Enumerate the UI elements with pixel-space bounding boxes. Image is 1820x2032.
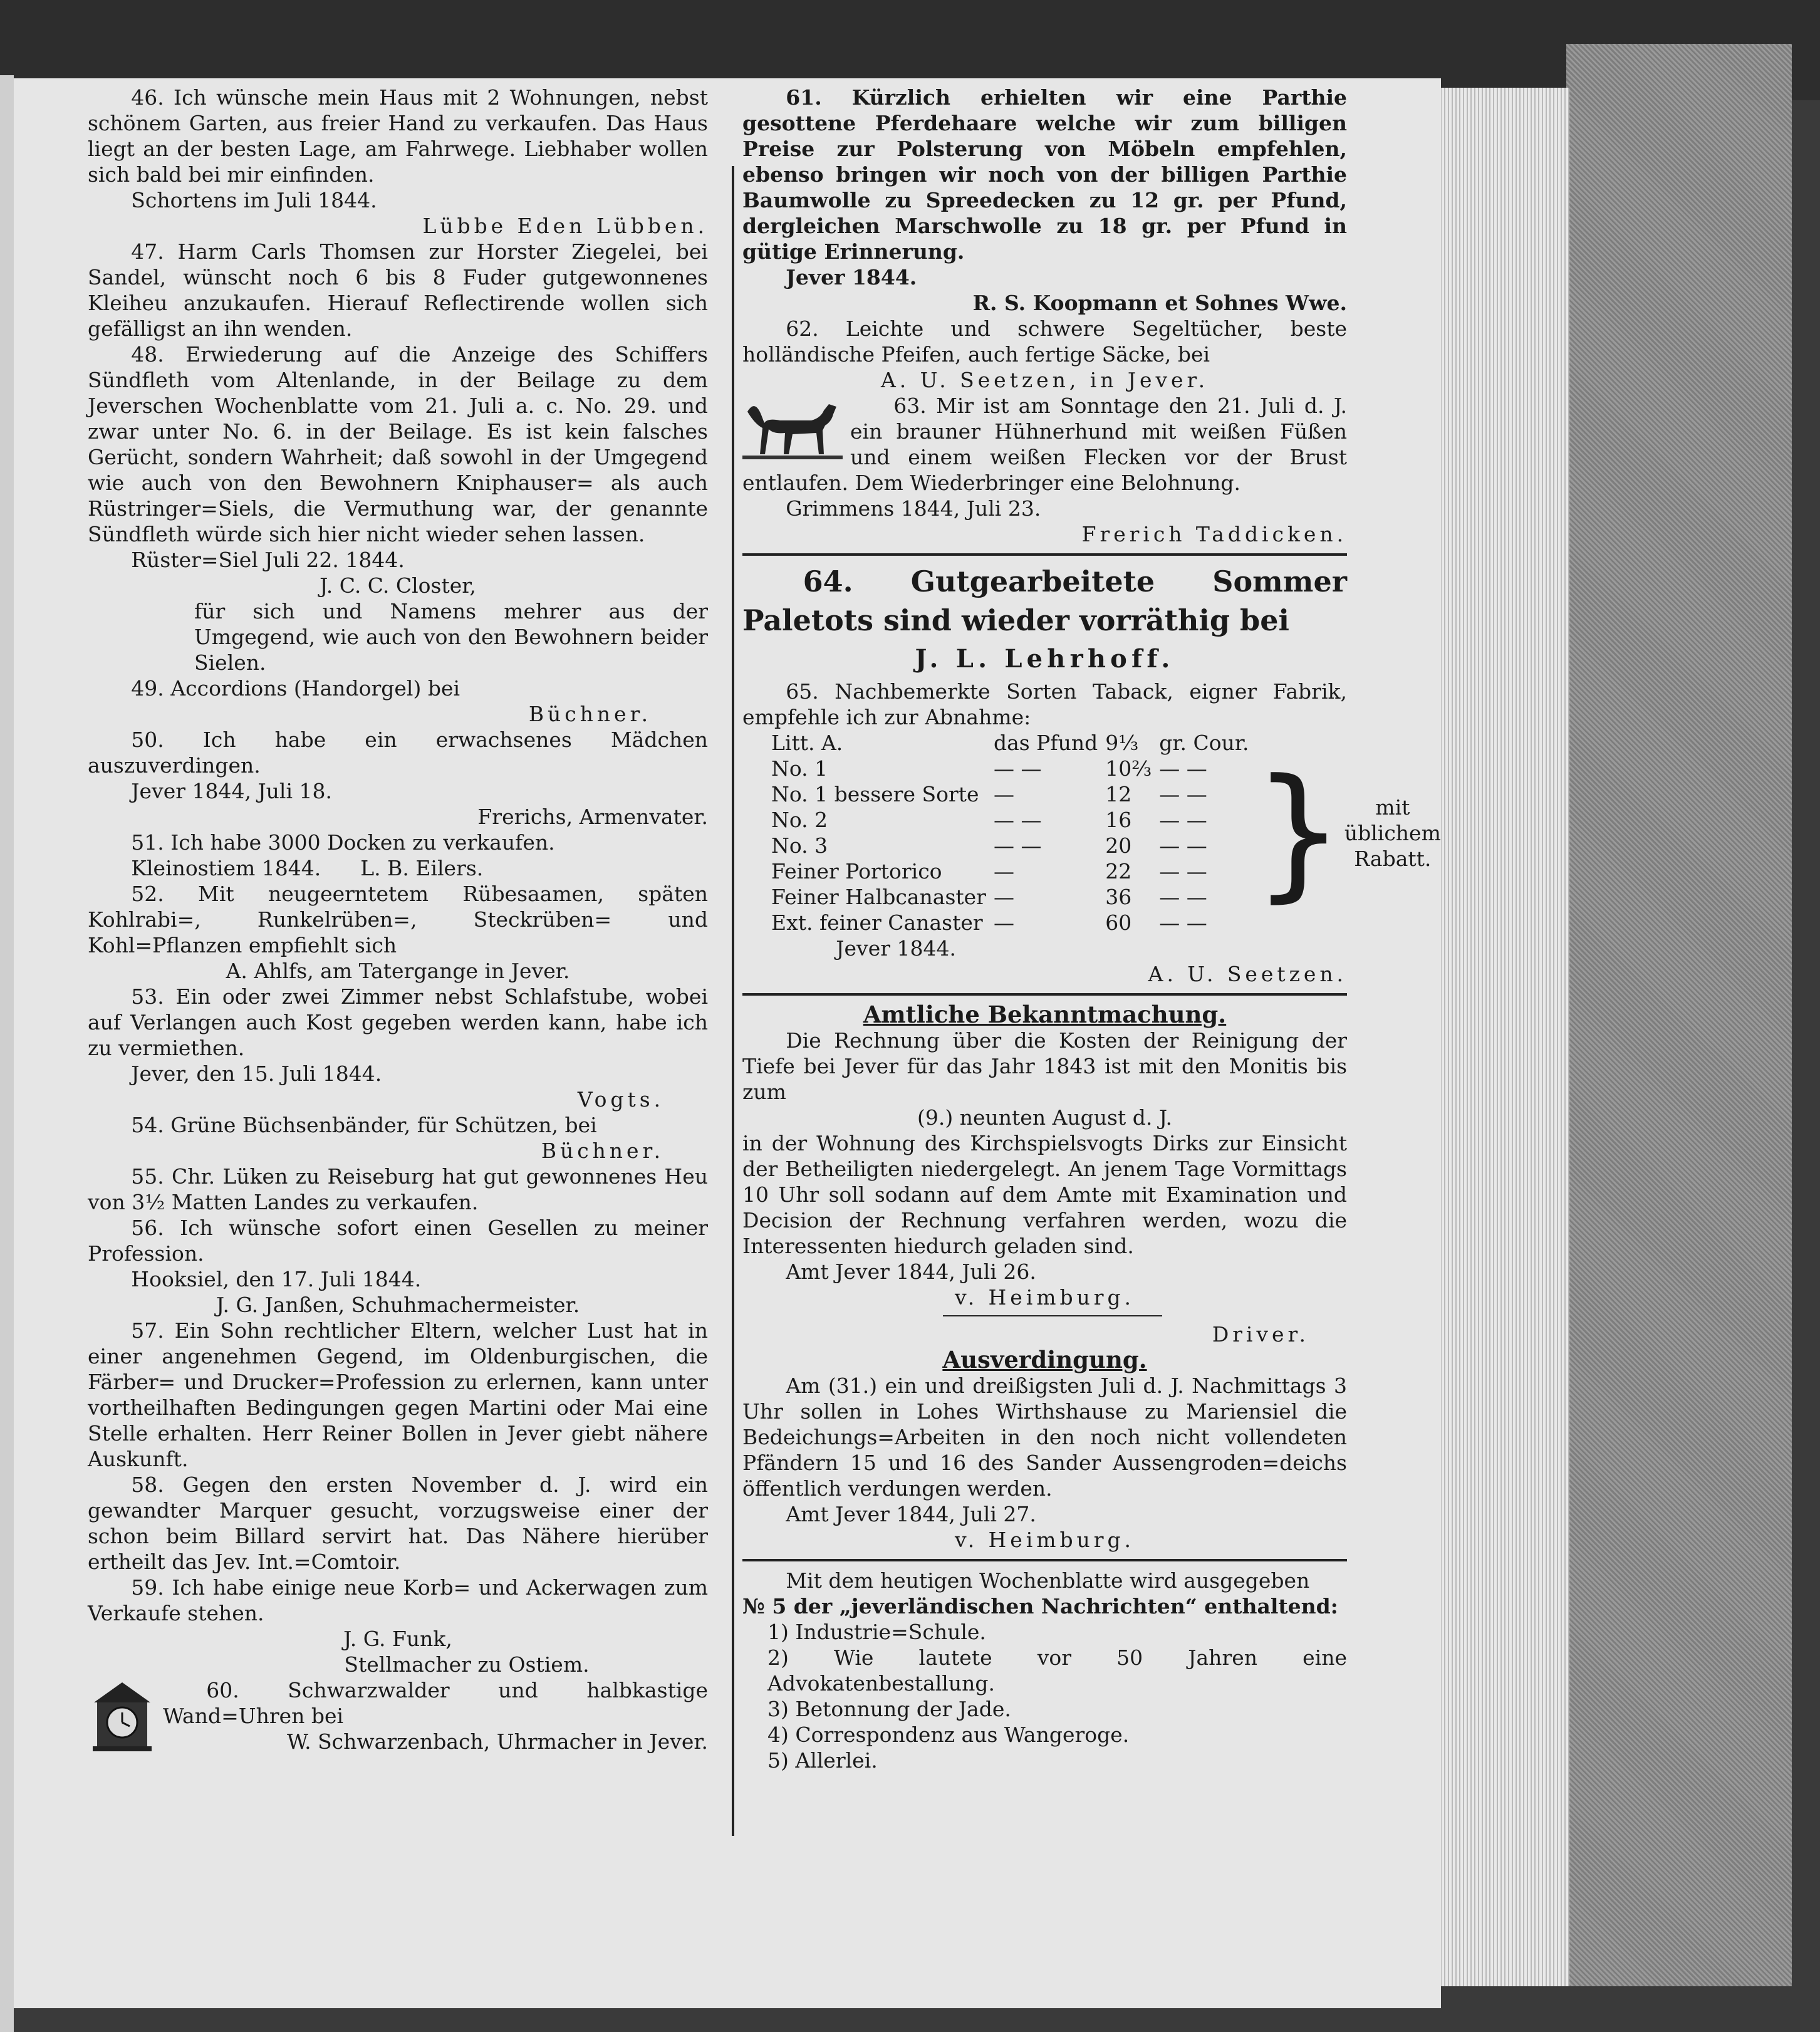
announcement-place-date: Amt Jever 1844, Juli 26. (786, 1259, 1036, 1284)
notice-text: 62. Leichte und schwere Segeltücher, beste holländische Pfeifen, auch fertige Säcke, bei (742, 316, 1347, 367)
supplement-intro: Mit dem heutigen Wochenblatte wird ausgegeben (786, 1568, 1310, 1593)
price-cell-a: No. 3 (771, 833, 828, 858)
discount-note: mit üblichem Rabatt. (1344, 795, 1441, 871)
price-row (767, 858, 1252, 884)
price-cell-d: gr. Cour. (1159, 731, 1249, 755)
notice-55 (88, 1164, 708, 1215)
price-row (767, 833, 1252, 858)
supplement-item: 1) Industrie=Schule. (767, 1620, 986, 1644)
notice-text: 53. Ein oder zwei Zimmer nebst Schlafstube, wobei auf Verlangen auch Kost gegeben werden kann, habe ich zu vermiethen. (88, 984, 708, 1060)
section-heading: Ausverdingung. (942, 1346, 1147, 1373)
price-cell-a: Litt. A. (771, 731, 843, 755)
notice-56 (88, 1215, 708, 1318)
price-cell-c: 20 (1105, 833, 1132, 858)
section-rule (742, 993, 1347, 996)
tobacco-price-table (767, 730, 1252, 935)
price-cell-a: Feiner Halbcanaster (771, 885, 986, 909)
section-rule (742, 1559, 1347, 1561)
notice-signature: Büchner. (541, 1138, 664, 1163)
notice-52 (88, 881, 708, 984)
price-cell-b: — (993, 885, 1014, 909)
price-cell-d: — — (1159, 910, 1207, 935)
notice-text: 48. Erwiederung auf die Anzeige des Schiffers Sündfleth vom Altenlande, in der Beilage zu dem Jeverschen Wochenblatte vom 21. Juli a. c. No. 29. und zwar unter No. 6. in der Beilage. Es ist kein falsches Gerücht, sondern Wahrheit; daß sowohl in der Umgegend wie auch von den Bewohnern Kniphauser= als auch Rüstringer=Siels, die Vermuthung war, der genannte Sündfleth würde sich hier nicht wieder sehen lassen. (88, 342, 708, 546)
ausverdingung-notice (742, 1347, 1347, 1553)
price-cell-c: 9⅓ (1105, 731, 1139, 755)
supplement-title: № 5 der „jeverländischen Nachrichten“ enthaltend: (742, 1594, 1338, 1618)
price-cell-c: 16 (1105, 808, 1132, 832)
price-cell-b: das Pfund (993, 731, 1098, 755)
price-cell-c: 60 (1105, 910, 1132, 935)
notice-place-date: Hooksiel, den 17. Juli 1844. (131, 1267, 422, 1291)
price-cell-d: — — (1159, 756, 1207, 781)
notice-text: 54. Grüne Büchsenbänder, für Schützen, bei (131, 1113, 597, 1137)
notice-text: 63. Mir ist am Sonntage den 21. Juli d. J. ein brauner Hühnerhund mit weißen Füßen und einem weißen Flecken vor der Brust entlaufen. Dem Wiederbringer eine Belohnung. (742, 393, 1347, 495)
announcement-date: (9.) neunten August d. J. (917, 1105, 1172, 1130)
page-edges (1438, 88, 1569, 1986)
price-cell-c: 22 (1105, 859, 1132, 883)
signature-rule (943, 1315, 1162, 1316)
place-date: Kleinostiem 1844. (131, 856, 321, 880)
price-list (742, 730, 1441, 935)
supplement-item: 3) Betonnung der Jade. (767, 1697, 1011, 1721)
left-column (88, 85, 708, 1758)
notice-signature: A. U. Seetzen. (1148, 962, 1347, 986)
section-rule (742, 553, 1347, 556)
notice-57 (88, 1318, 708, 1472)
price-cell-a: No. 1 (771, 756, 828, 781)
notice-place-date: Jever 1844. (836, 936, 956, 961)
notice-text: 60. Schwarzwalder und halbkastige Wand=Uhren bei (163, 1678, 708, 1728)
price-cell-a: Ext. feiner Canaster (771, 910, 983, 935)
price-cell-c: 10⅔ (1105, 756, 1152, 781)
notice-54 (88, 1112, 708, 1164)
notice-58 (88, 1472, 708, 1575)
notice-text: 58. Gegen den ersten November d. J. wird ein gewandter Marquer gesucht, vorzugsweise einer der schon beim Billard servirt hat. Das Nähere hierüber ertheilt das Jev. Int.=Comtoir. (88, 1472, 708, 1574)
notice-signature: Büchner. (528, 702, 652, 726)
notice-text: 50. Ich habe ein erwachsenes Mädchen auszuverdingen. (88, 727, 708, 778)
book-spine (1566, 44, 1792, 1986)
hunting-dog-icon (742, 393, 843, 467)
notice-signature: Frerichs, Armenvater. (477, 805, 708, 829)
price-cell-d: — — (1159, 833, 1207, 858)
announcement-text-2: in der Wohnung des Kirchspielsvogts Dirks zur Einsicht der Betheiligten niedergelegt. An jenem Tage Vormittags 10 Uhr soll sodann auf dem Amte mit Examination und Decision der Rechnung verfahren werden, wozu die Interessenten hiedurch geladen sind. (742, 1131, 1347, 1258)
notice-60-body (157, 1677, 708, 1758)
price-cell-b: — — (993, 808, 1042, 832)
notice-59 (88, 1575, 708, 1677)
notice-text: 51. Ich habe 3000 Docken zu verkaufen. (131, 830, 555, 855)
announcement-text: Die Rechnung über die Kosten der Reinigung der Tiefe bei Jever für das Jahr 1843 ist mit den Monitis bis zum (742, 1028, 1347, 1104)
price-row (767, 730, 1252, 756)
notice-46 (88, 85, 708, 239)
price-cell-b: — (993, 782, 1014, 806)
price-row (767, 884, 1252, 910)
announcement-place-date: Amt Jever 1844, Juli 27. (786, 1502, 1036, 1526)
price-cell-d: — — (1159, 782, 1207, 806)
supplement-item: 2) Wie lautete vor 50 Jahren eine Advokatenbestallung. (767, 1645, 1347, 1696)
notice-place-date: Rüster=Siel Juli 22. 1844. (131, 548, 405, 572)
left-page-edge (0, 75, 14, 2032)
notice-63 (742, 393, 1347, 547)
section-heading: Amtliche Bekanntmachung. (863, 1001, 1227, 1028)
notice-signature: Frerich Taddicken. (1081, 522, 1347, 546)
price-row (767, 756, 1252, 781)
supplement-list (742, 1619, 1347, 1773)
notice-place-date: Jever, den 15. Juli 1844. (131, 1061, 382, 1086)
notice-place-date: Jever 1844. (786, 265, 917, 289)
price-cell-a: Feiner Portorico (771, 859, 942, 883)
notice-place-date: Grimmens 1844, Juli 23. (786, 496, 1041, 521)
notice-text: 57. Ein Sohn rechtlicher Eltern, welcher Lust hat in einer angenehmen Gegend, im Oldenburgischen, die Färber= und Drucker=Profession zu erlernen, kann unter vortheilhaften Bedingungen gegen Martini oder Mai eine Stelle erhalten. Herr Reiner Bollen in Jever giebt nähere Auskunft. (88, 1318, 708, 1471)
notice-signature: Vogts. (577, 1087, 664, 1112)
price-row (767, 807, 1252, 833)
notice-text: 49. Accordions (Handorgel) bei (131, 676, 460, 701)
price-cell-c: 36 (1105, 885, 1132, 909)
wall-clock-icon (88, 1677, 157, 1758)
notice-text: 47. Harm Carls Thomsen zur Horster Ziegelei, bei Sandel, wünscht noch 6 bis 8 Fuder gutgewonnenes Kleiheu anzukaufen. Hierauf Reflectirende wollen sich gefälligst an ihn wenden. (88, 239, 708, 341)
price-cell-d: — — (1159, 859, 1207, 883)
notice-signature-note: Stellmacher zu Ostiem. (344, 1652, 590, 1677)
notice-65 (742, 679, 1441, 987)
column-divider (732, 166, 734, 1836)
notice-place-date (88, 855, 708, 881)
notice-signature: J. C. C. Closter, (320, 573, 476, 598)
notice-text: 61. Kürzlich erhielten wir eine Parthie gesottene Pferdehaare welche wir zum billigen Preise zur Polsterung von Möbeln empfehlen, ebenso bringen wir noch von der billigen Parthie Baumwolle zu Spreedecken zu 12 gr. per Pfund, dergleichen Marschwolle zu 18 gr. per Pfund in gütige Erinnerung. (742, 85, 1347, 264)
announcement-signature-2: Driver. (1212, 1322, 1309, 1347)
price-cell-d: — — (1159, 808, 1207, 832)
price-cell-b: — — (993, 833, 1042, 858)
notice-62 (742, 316, 1347, 393)
supplement-item: 5) Allerlei. (767, 1748, 878, 1773)
notice-place-date: Jever 1844, Juli 18. (131, 779, 333, 803)
price-cell-b: — — (993, 756, 1042, 781)
notice-48 (88, 341, 708, 675)
right-column (742, 85, 1441, 1773)
price-cell-d: — — (1159, 885, 1207, 909)
notice-signature: J. G. Janßen, Schuhmachermeister. (216, 1293, 580, 1317)
brace-glyph: } (1252, 749, 1344, 916)
notice-64 (742, 562, 1347, 679)
notice-61 (742, 85, 1347, 316)
notice-51 (88, 830, 708, 881)
price-cell-a: No. 1 bessere Sorte (771, 782, 979, 806)
announcement-text: Am (31.) ein und dreißigsten Juli d. J. Nachmittags 3 Uhr sollen in Lohes Wirthshause zu Mariensiel die Bedeichungs=Arbeiten in den noch nicht vollendeten Pfändern 15 und 16 des Sander Aussengroden=deichs öffentlich verdungen werden. (742, 1373, 1347, 1501)
price-cell-c: 12 (1105, 782, 1132, 806)
price-cell-b: — (993, 910, 1014, 935)
price-cell-a: No. 2 (771, 808, 828, 832)
notice-signature: A. Ahlfs, am Tatergange in Jever. (226, 959, 570, 983)
notice-47 (88, 239, 708, 341)
notice-text: 65. Nachbemerkte Sorten Taback, eigner Fabrik, empfehle ich zur Abnahme: (742, 679, 1347, 729)
price-row (767, 781, 1252, 807)
notice-60 (88, 1677, 708, 1758)
notice-text: 59. Ich habe einige neue Korb= und Ackerwagen zum Verkaufe stehen. (88, 1575, 708, 1625)
price-row (767, 910, 1252, 935)
notice-signature: J. L. Lehrhoff. (915, 644, 1175, 674)
supplement-notice (742, 1568, 1347, 1773)
notice-text: 55. Chr. Lüken zu Reiseburg hat gut gewonnenes Heu von 3½ Matten Landes zu verkaufen. (88, 1164, 708, 1214)
notice-signature: A. U. Seetzen, in Jever. (880, 368, 1209, 392)
notice-signature: J. G. Funk, (343, 1627, 452, 1651)
notice-signature: Lübbe Eden Lübben. (422, 214, 708, 238)
notice-signature: L. B. Eilers. (360, 856, 484, 880)
notice-place-date: Schortens im Juli 1844. (131, 188, 377, 212)
notice-49 (88, 675, 708, 727)
notice-text: 46. Ich wünsche mein Haus mit 2 Wohnungen, nebst schönem Garten, aus freier Hand zu verkaufen. Das Haus liegt an der besten Lage, am Fahrwege. Liebhaber wollen sich bald bei mir einfinden. (88, 85, 708, 187)
price-cell-b: — (993, 859, 1014, 883)
notice-signature-note: für sich und Namens mehrer aus der Umgegend, wie auch von den Bewohnern beider Sielen. (194, 599, 708, 675)
supplement-item: 4) Correspondenz aus Wangeroge. (767, 1722, 1130, 1747)
announcement-signature: v. Heimburg. (955, 1285, 1135, 1310)
notice-text: 56. Ich wünsche sofort einen Gesellen zu meiner Profession. (88, 1216, 708, 1266)
announcement-signature: v. Heimburg. (955, 1528, 1135, 1552)
notice-53 (88, 984, 708, 1112)
notice-signature: R. S. Koopmann et Sohnes Wwe. (972, 291, 1347, 315)
notice-text: 64. Gutgearbeitete Sommer Paletots sind wieder vorräthig bei (742, 565, 1347, 637)
notice-text: 52. Mit neugeerntetem Rübesaamen, späten Kohlrabi=, Runkelrüben=, Steckrüben= und Kohl=Pflanzen empfiehlt sich (88, 882, 708, 957)
notice-signature: W. Schwarzenbach, Uhrmacher in Jever. (286, 1729, 708, 1754)
notice-50 (88, 727, 708, 830)
official-announcement (742, 1002, 1347, 1347)
